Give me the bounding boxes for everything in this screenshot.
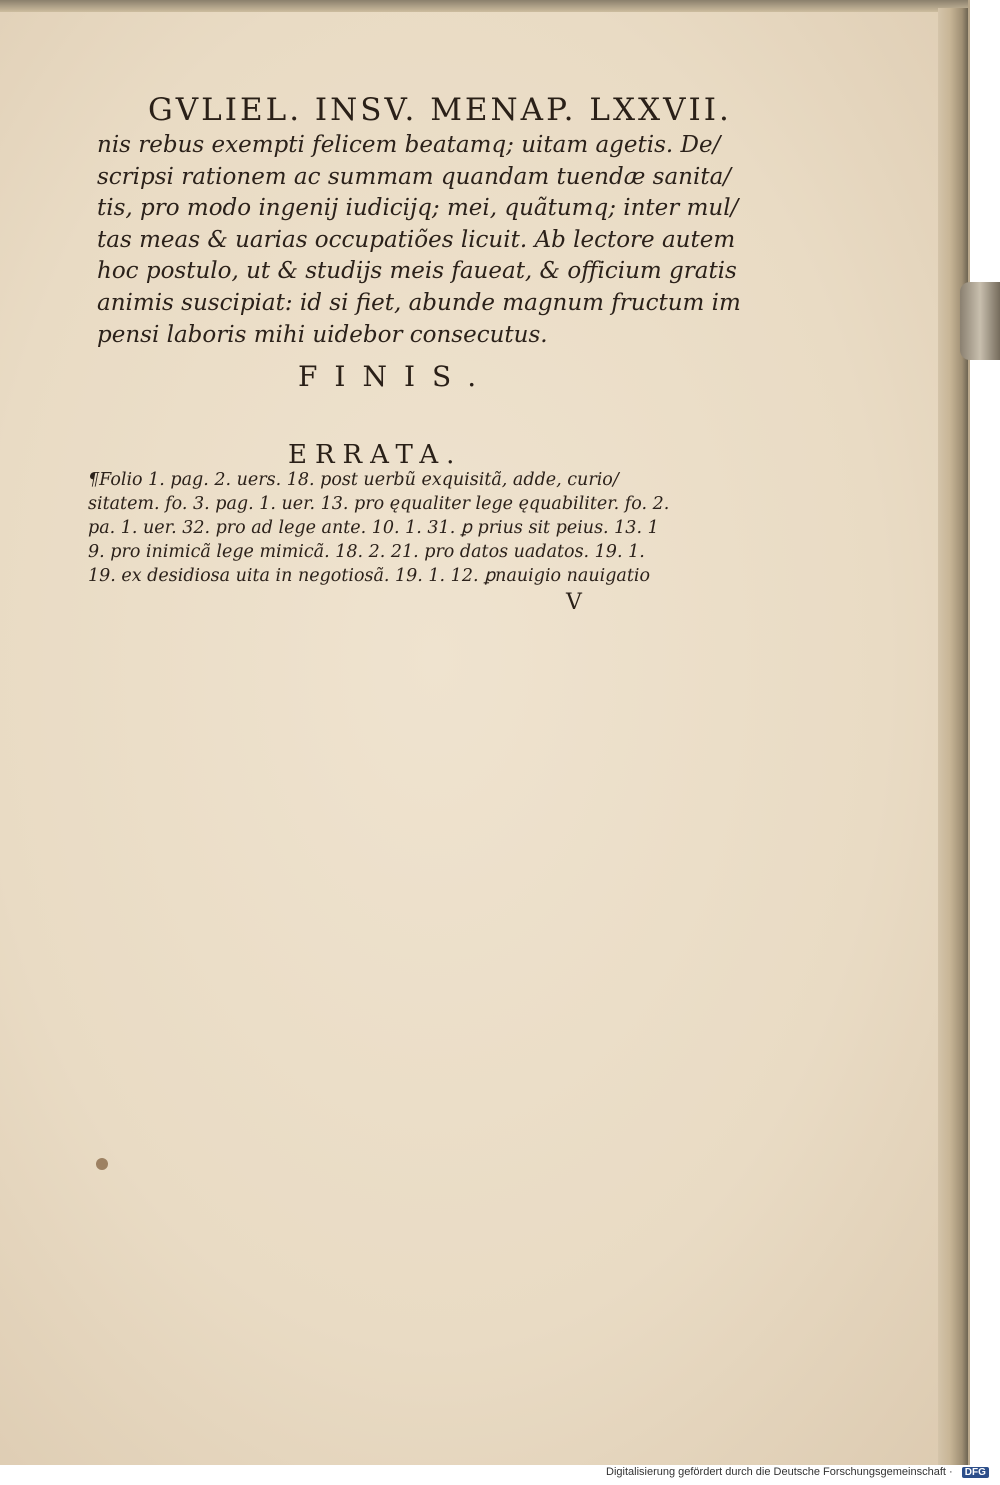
paper-stain bbox=[96, 1158, 108, 1170]
errata-line: 9. pro inimicã lege mimicã. 18. 2. 21. pro datos uadatos. 19. 1. bbox=[88, 542, 645, 562]
errata-heading: ERRATA. bbox=[288, 440, 463, 470]
main-text bbox=[97, 130, 741, 351]
text-line: tas meas & uarias occupatiões licuit. Ab lectore autem bbox=[97, 226, 736, 253]
errata-line: ¶Folio 1. pag. 2. uers. 18. post uerbũ exquisitã, adde, curio/ bbox=[88, 470, 619, 490]
page-top-edge bbox=[0, 0, 970, 12]
text-line: tis, pro modo ingenij iudicijq; mei, quãtumq; inter mul/ bbox=[97, 195, 739, 222]
running-header: GVLIEL. INSV. MENAP. LXXVII. bbox=[148, 92, 732, 128]
catchword: V bbox=[566, 590, 582, 615]
text-line: pensi laboris mihi uidebor consecutus. bbox=[97, 321, 548, 348]
errata-list bbox=[88, 468, 708, 588]
errata-line: pa. 1. uer. 32. pro ad lege ante. 10. 1. 31. ꝑ prius sit peius. 13. 1 bbox=[88, 518, 659, 538]
text-line: scripsi rationem ac summam quandam tuendæ sanita/ bbox=[97, 163, 732, 190]
text-line: hoc postulo, ut & studijs meis faueat, & officium gratis bbox=[97, 258, 737, 285]
errata-line: 19. ex desidiosa uita in negotiosã. 19. 1. 12. ꝑnauigio nauigatio bbox=[88, 566, 651, 586]
footer-text: Digitalisierung gefördert durch die Deutsche Forschungsgemeinschaft · bbox=[606, 1466, 953, 1478]
dfg-logo-icon: DFG bbox=[962, 1467, 989, 1478]
finis-heading: FINIS. bbox=[298, 360, 494, 393]
digitization-footer bbox=[606, 1466, 989, 1478]
text-line: animis suscipiat: id si fiet, abunde magnum fructum im bbox=[97, 289, 741, 316]
page-clip-tab bbox=[960, 282, 1000, 360]
page-right-edge bbox=[938, 8, 968, 1465]
errata-line: sitatem. fo. 3. pag. 1. uer. 13. pro ęqualiter lege ęquabiliter. fo. 2. bbox=[88, 494, 670, 514]
text-line: nis rebus exempti felicem beatamq; uitam agetis. De/ bbox=[97, 132, 721, 158]
